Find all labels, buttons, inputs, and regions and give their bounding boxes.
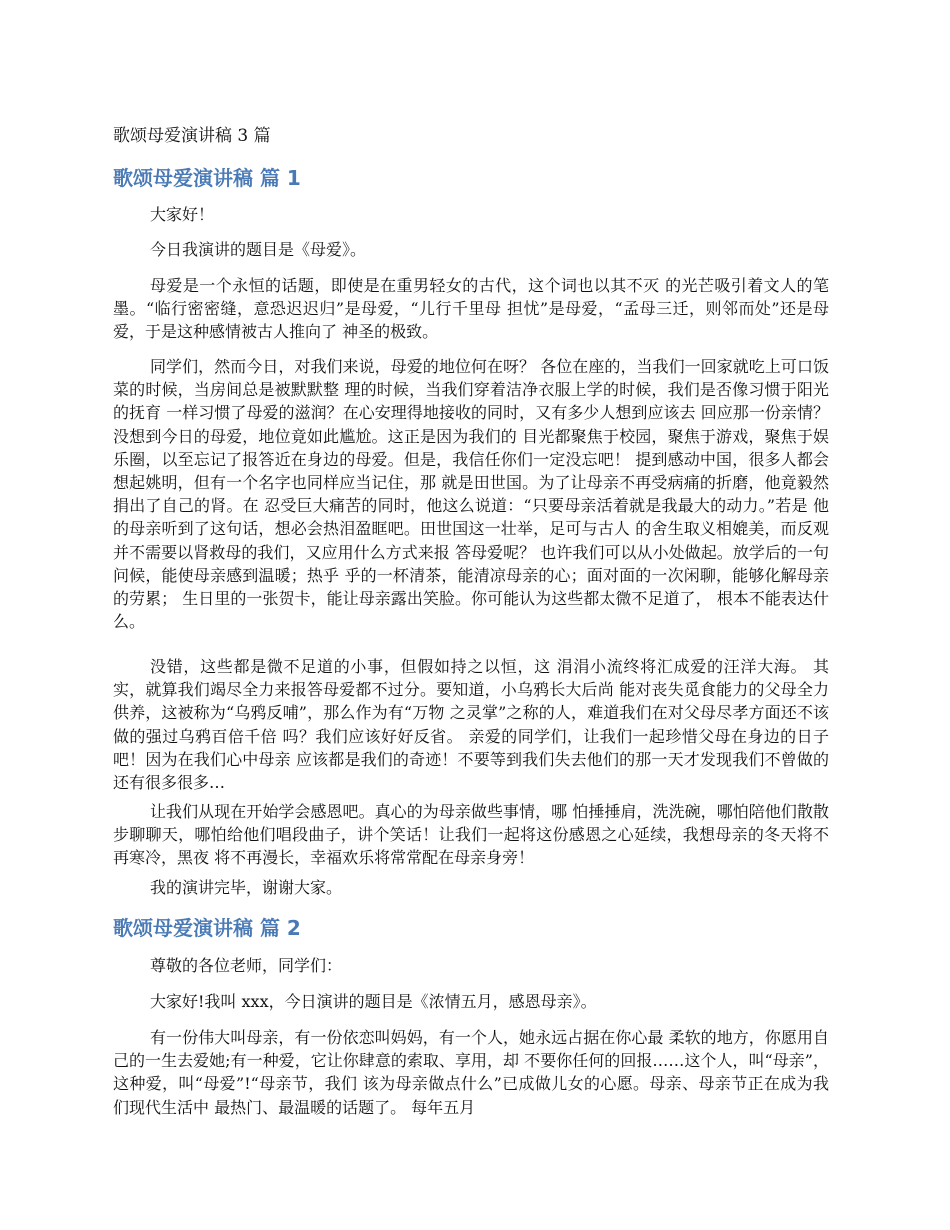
paragraph: 没错，这些都是微不足道的小事，但假如持之以恒，这 涓涓小流终将汇成爱的汪洋大海。 其实，就算我们竭尽全力来报答母爱都不过分。要知道，小乌鸦长大后尚 能对丧失觅食能力的父母全力供养，这被称为“乌鸦反哺”，那么作为有“万物 之灵掌”之称的人，难道我们在对父母尽孝方面还不该做的强过乌鸦百倍千倍 吗？我们应该好好反省。 亲爱的同学们，让我们一起珍惜父母在身边的日子吧！因为在我们心中母亲 应该都是我们的奇迹！不要等到我们失去他们的那一天才发现我们不曾做的 还有很多很多…: [113, 657, 829, 793]
paragraph: 大家好!我叫 xxx，今日演讲的题目是《浓情五月，感恩母亲》。: [150, 992, 597, 1011]
section-heading-2: 歌颂母爱演讲稿 篇 2: [113, 916, 301, 940]
paragraph: 我的演讲完毕，谢谢大家。: [150, 878, 343, 897]
paragraph: 母爱是一个永恒的话题，即使是在重男轻女的古代，这个词也以其不灭 的光芒吸引着文人的笔墨。“临行密密缝，意恐迟迟归”是母爱，“儿行千里母 担忧”是母爱，“孟母三迁，则邻而处”还是母爱，于是这种感情被古人推向了 神圣的极致。: [113, 276, 829, 342]
document-title: 歌颂母爱演讲稿 3 篇: [113, 126, 271, 146]
section-heading-1: 歌颂母爱演讲稿 篇 1: [113, 166, 301, 190]
paragraph: 同学们，然而今日，对我们来说，母爱的地位何在呀？ 各位在座的，当我们一回家就吃上可口饭菜的时候，当房间总是被默默整 理的时候，当我们穿着洁净衣服上学的时候，我们是否像习惯于阳光的抚育 一样习惯了母爱的滋润？在心安理得地接收的同时，又有多少人想到应该去 回应那一份亲情？没想到今日的母爱，地位竟如此尴尬。这正是因为我们的 目光都聚焦于校园，聚焦于游戏，聚焦于娱乐圈，以至忘记了报答近在身边的母爱。但是，我信任你们一定没忘吧！ 提到感动中国，很多人都会想起姚明，但有一个名字也同样应当记住，那 就是田世国。为了让母亲不再受病痛的折磨，他竟毅然捐出了自己的肾。在 忍受巨大痛苦的同时，他这么说道：“只要母亲活着就是我最大的动力。”若是 他的母亲听到了这句话，想必会热泪盈眶吧。田世国这一壮举，足可与古人 的舍生取义相媲美，而反观并不需要以肾救母的我们，又应用什么方式来报 答母爱呢？ 也许我们可以从小处做起。放学后的一句问候，能使母亲感到温暖；热乎 乎的一杯清茶，能清凉母亲的心；面对面的一次闲聊，能够化解母亲的劳累； 生日里的一张贺卡，能让母亲露出笑脸。你可能认为这些都太微不足道了， 根本不能表达什么。: [113, 357, 829, 632]
paragraph: 今日我演讲的题目是《母爱》。: [150, 240, 367, 259]
paragraph: 有一份伟大叫母亲，有一份依恋叫妈妈，有一个人，她永远占据在你心最 柔软的地方，你愿用自己的一生去爱她;有一种爱，它让你肆意的索取、享用，却 不要你任何的回报……这个人，叫“母亲”，这种爱，叫“母爱”!“母亲节，我们 该为母亲做点什么”已成做儿女的心愿。母亲、母亲节正在成为我们现代生活中 最热门、最温暖的话题了。 每年五月: [113, 1028, 829, 1117]
paragraph: 大家好！: [150, 205, 215, 224]
paragraph: 尊敬的各位老师，同学们：: [150, 956, 343, 975]
paragraph: 让我们从现在开始学会感恩吧。真心的为母亲做些事情，哪 怕捶捶肩，洗洗碗，哪怕陪他们散散步聊聊天，哪怕给他们唱段曲子，讲个笑话！让我们一起将这份感恩之心延续，我想母亲的冬天将不再寒冷，黑夜 将不再漫长，幸福欢乐将常常配在母亲身旁！: [113, 802, 829, 868]
